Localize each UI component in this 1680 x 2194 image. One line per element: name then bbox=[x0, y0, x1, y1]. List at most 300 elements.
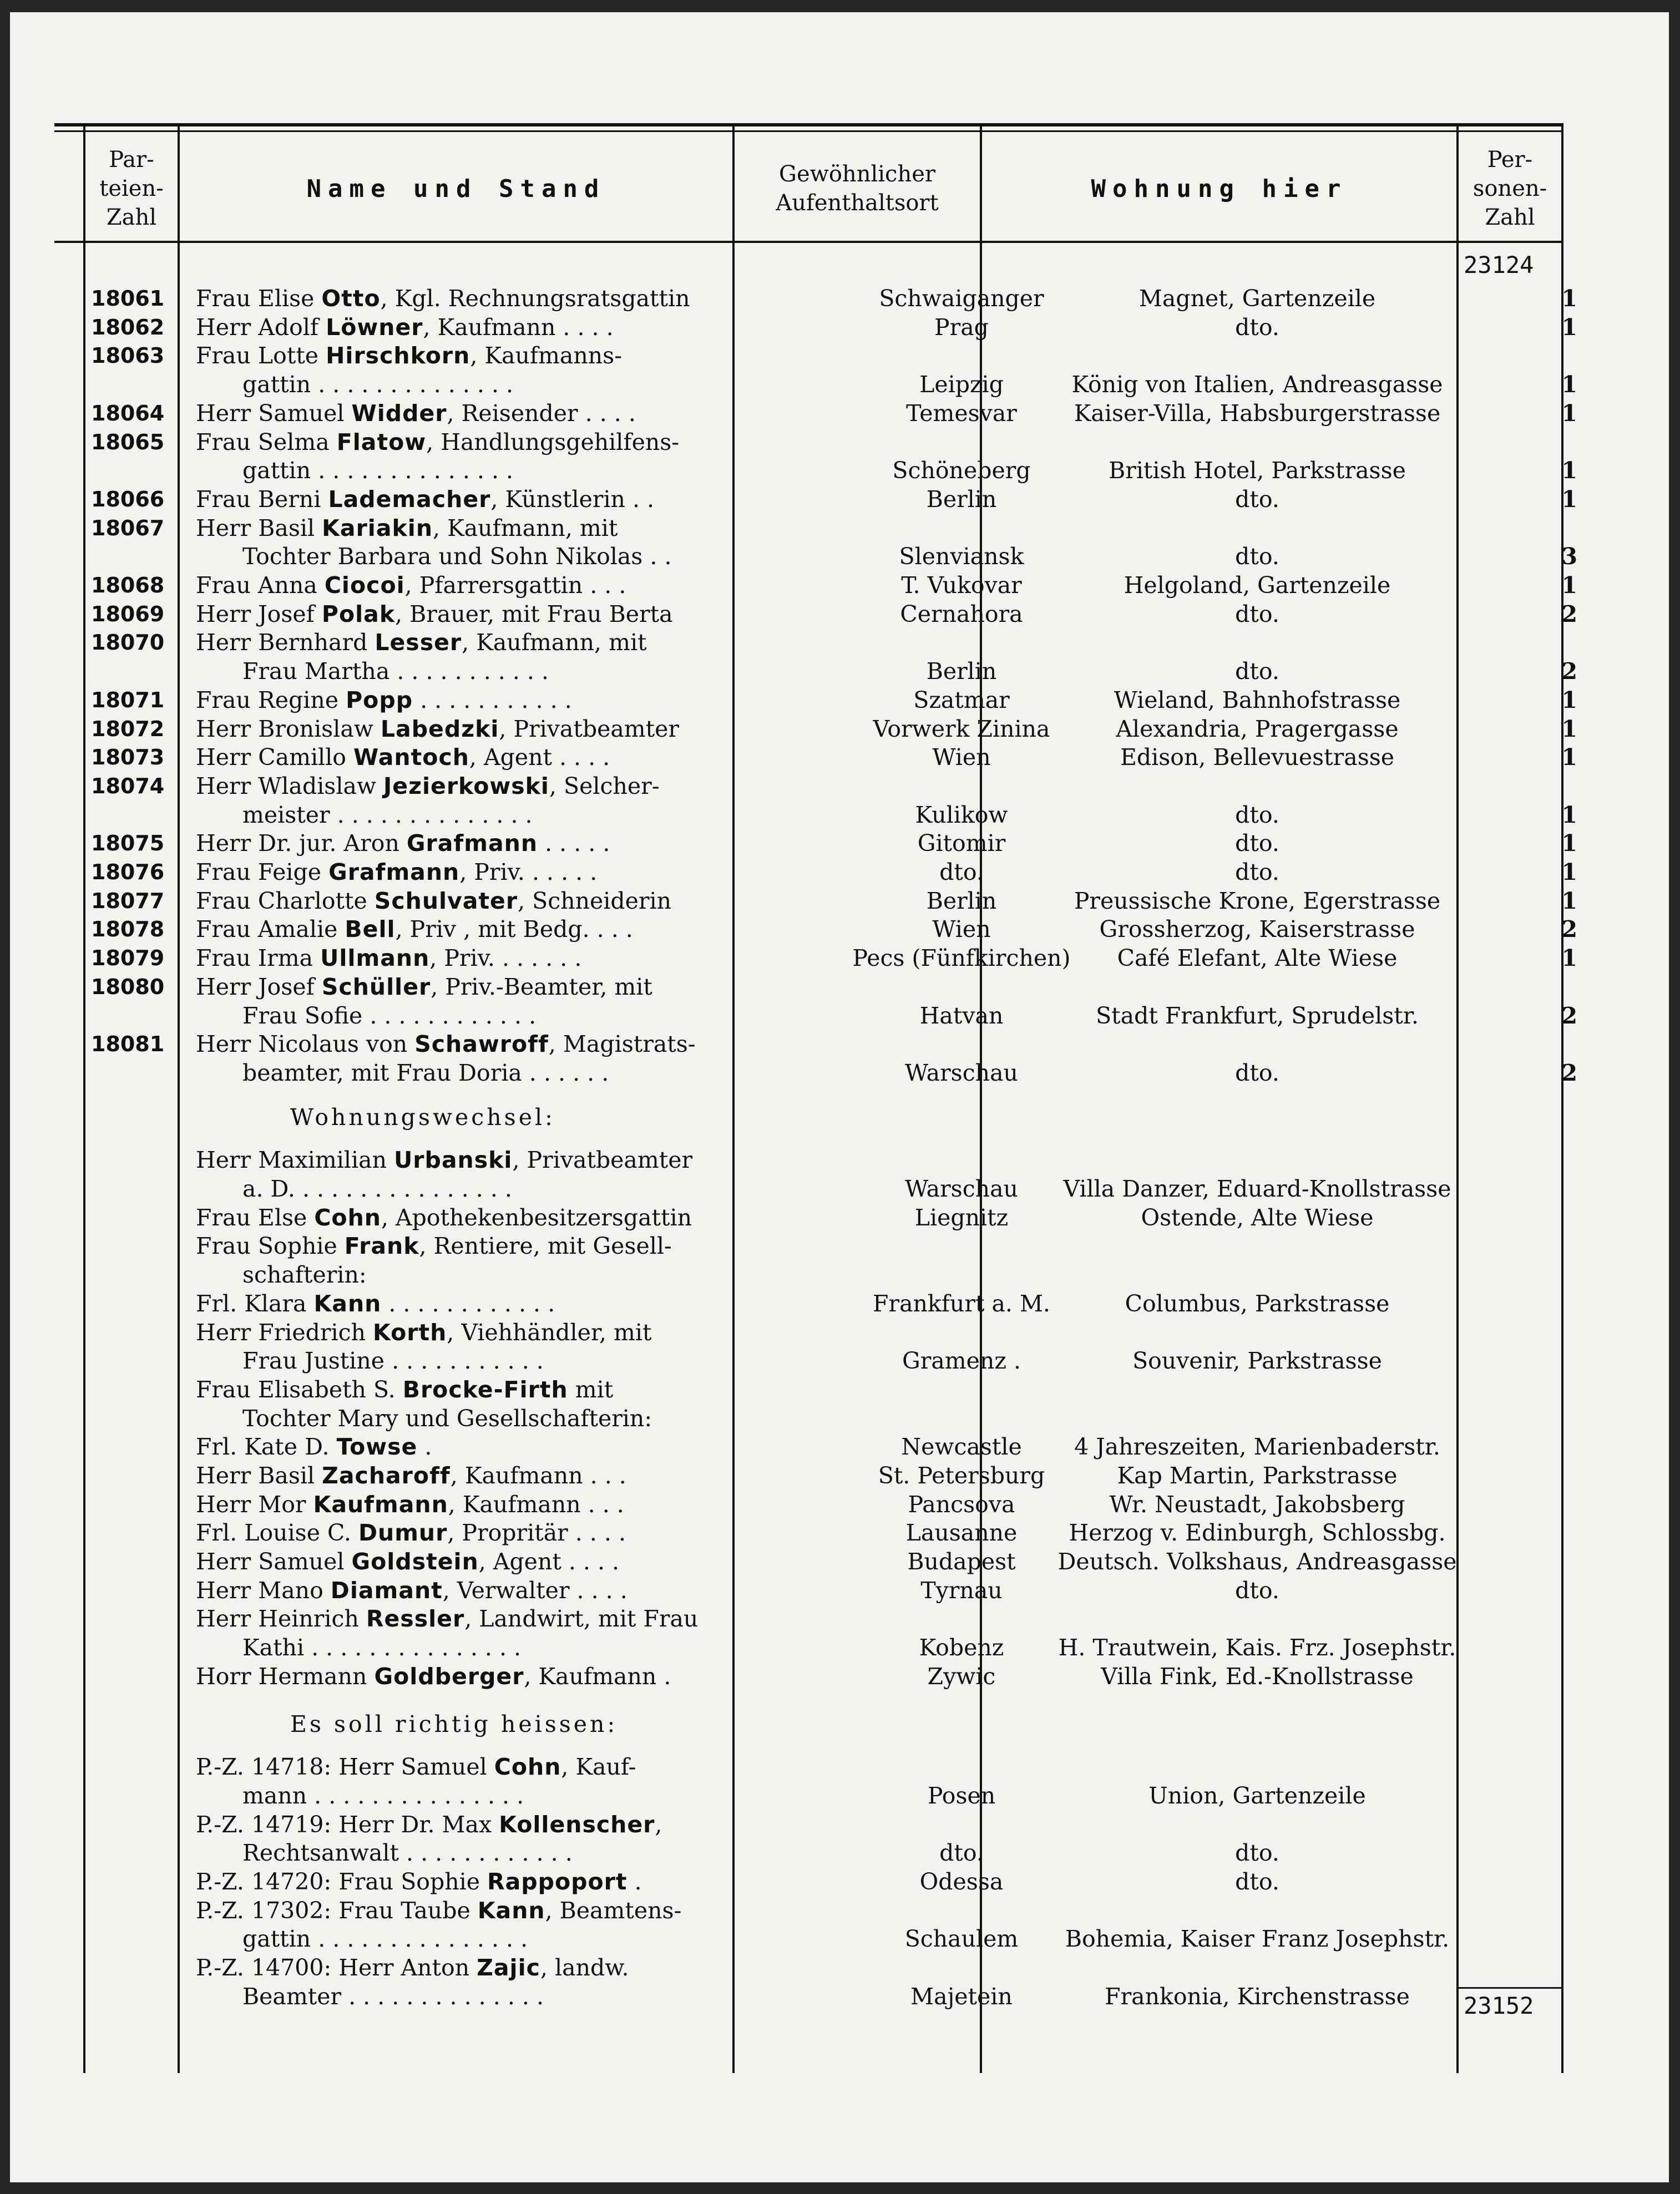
origin: Schöneberg bbox=[892, 457, 1031, 484]
residence: H. Trautwein, Kais. Frz. Josephstr. bbox=[1058, 1634, 1456, 1661]
name-entry bbox=[196, 628, 647, 657]
person-count: 1 bbox=[1561, 802, 1577, 828]
name-suffix: , Kgl. Rechnungsratsgattin bbox=[380, 285, 690, 312]
name-prefix: Frau Lotte bbox=[196, 342, 326, 369]
origin: Schaulem bbox=[904, 1926, 1019, 1952]
name-prefix: Frau Irma bbox=[196, 945, 321, 971]
party-number: 18079 bbox=[91, 946, 165, 970]
surname: Rappoport bbox=[487, 1868, 628, 1895]
surname: Urbanski bbox=[394, 1147, 513, 1173]
name-prefix: Tochter Barbara und Sohn Nikolas bbox=[242, 543, 643, 570]
name-prefix: Frl. Kate D. bbox=[196, 1433, 337, 1460]
party-number: 18064 bbox=[91, 401, 165, 425]
residence: Ostende, Alte Wiese bbox=[1141, 1204, 1374, 1231]
surname: Schulvater bbox=[374, 888, 518, 914]
person-count: 1 bbox=[1561, 716, 1577, 742]
name-prefix: P.-Z. 14718: Herr Samuel bbox=[196, 1754, 494, 1780]
name-entry bbox=[196, 1318, 652, 1347]
name-prefix: Rechtsanwalt bbox=[242, 1840, 399, 1866]
residence: Helgoland, Gartenzeile bbox=[1124, 572, 1391, 599]
name-entry bbox=[196, 743, 610, 772]
surname: Dumur bbox=[358, 1519, 448, 1546]
residence: 4 Jahreszeiten, Marienbaderstr. bbox=[1074, 1433, 1440, 1460]
name-suffix: , landw. bbox=[540, 1954, 629, 1981]
origin: Prag bbox=[934, 314, 989, 341]
name-suffix: , Agent . . . . bbox=[469, 744, 610, 771]
name-prefix: Herr Josef bbox=[196, 974, 322, 1000]
residence: dto. bbox=[1235, 314, 1279, 341]
name-entry bbox=[196, 1810, 662, 1839]
surname: Grafmann bbox=[406, 830, 538, 857]
origin: Leipzig bbox=[919, 371, 1004, 398]
header-residence: Wohnung hier bbox=[1091, 174, 1348, 203]
name-entry bbox=[196, 1232, 672, 1260]
person-count: 3 bbox=[1561, 543, 1577, 570]
residence: dto. bbox=[1235, 486, 1279, 513]
name-prefix: Frau Berni bbox=[196, 486, 328, 513]
column-divider bbox=[178, 123, 180, 2073]
name-suffix: . bbox=[627, 1868, 642, 1895]
surname: Diamant bbox=[330, 1577, 443, 1604]
surname: Goldberger bbox=[374, 1663, 524, 1690]
residence: dto. bbox=[1235, 802, 1279, 828]
name-suffix: , Beamtens- bbox=[545, 1897, 682, 1924]
name-prefix: Kathi bbox=[242, 1634, 305, 1661]
surname: Frank bbox=[344, 1233, 419, 1259]
person-count: 2 bbox=[1561, 1002, 1577, 1029]
surname: Kollenscher bbox=[499, 1811, 655, 1838]
residence: Souvenir, Parkstrasse bbox=[1132, 1347, 1382, 1374]
name-entry bbox=[196, 972, 652, 1001]
residence: Magnet, Gartenzeile bbox=[1138, 285, 1376, 312]
origin: Berlin bbox=[926, 486, 997, 513]
name-entry bbox=[196, 1001, 536, 1030]
surname: Ciocoi bbox=[324, 572, 405, 599]
name-entry bbox=[196, 944, 581, 972]
name-suffix: . . . . . . . . . . . . . . bbox=[311, 371, 514, 398]
header-origin: Gewöhnlicher Aufenthaltsort bbox=[776, 161, 939, 216]
name-prefix: Herr Bernhard bbox=[196, 629, 375, 656]
surname: Grafmann bbox=[328, 859, 460, 885]
origin: Posen bbox=[927, 1782, 996, 1809]
name-prefix: Herr Samuel bbox=[196, 1548, 352, 1575]
origin: Pecs (Fünfkirchen) bbox=[852, 945, 1071, 971]
name-prefix: Herr Adolf bbox=[196, 314, 326, 341]
name-prefix: Frau Selma bbox=[196, 429, 337, 455]
residence: Grossherzog, Kaiserstrasse bbox=[1099, 916, 1415, 943]
person-count: 1 bbox=[1561, 744, 1577, 771]
header-persons: Per- sonen- Zahl bbox=[1472, 147, 1547, 230]
name-prefix: Frau Martha bbox=[242, 658, 390, 685]
residence: Herzog v. Edinburgh, Schlossbg. bbox=[1069, 1519, 1446, 1546]
origin: Szatmar bbox=[913, 687, 1010, 713]
origin: Warschau bbox=[905, 1060, 1018, 1086]
name-entry bbox=[196, 1289, 555, 1318]
name-entry bbox=[196, 1518, 626, 1547]
origin: Frankfurt a. M. bbox=[873, 1290, 1050, 1317]
name-prefix: Herr Basil bbox=[196, 515, 322, 541]
origin: Schwaiganger bbox=[879, 285, 1044, 312]
person-count: 1 bbox=[1561, 945, 1577, 971]
origin: dto. bbox=[939, 1840, 984, 1866]
party-number: 18063 bbox=[91, 343, 165, 368]
name-suffix: , Kaufmanns- bbox=[470, 342, 623, 369]
surname: Schüller bbox=[321, 974, 431, 1000]
surname: Zajic bbox=[477, 1954, 540, 1981]
name-suffix: mit bbox=[568, 1376, 614, 1403]
name-suffix: . . . . . bbox=[538, 830, 610, 857]
surname: Löwner bbox=[326, 314, 423, 341]
name-entry bbox=[196, 1867, 642, 1896]
name-entry bbox=[196, 1260, 367, 1289]
name-entry bbox=[196, 600, 673, 629]
name-entry bbox=[196, 686, 572, 715]
party-number: 18065 bbox=[91, 430, 165, 454]
name-entry bbox=[196, 428, 679, 457]
residence: Café Elefant, Alte Wiese bbox=[1117, 945, 1398, 971]
party-number: 18081 bbox=[91, 1032, 165, 1056]
name-prefix: schafterin: bbox=[242, 1261, 367, 1288]
name-prefix: Frau Elisabeth S. bbox=[196, 1376, 403, 1403]
residence: Stadt Frankfurt, Sprudelstr. bbox=[1096, 1002, 1419, 1029]
name-prefix: meister bbox=[242, 802, 330, 828]
origin: Kulikow bbox=[915, 802, 1008, 828]
person-count: 1 bbox=[1561, 687, 1577, 713]
name-prefix: gattin bbox=[242, 457, 311, 484]
name-prefix: Herr Wladislaw bbox=[196, 773, 384, 799]
name-entry bbox=[196, 284, 690, 313]
origin: Cernahora bbox=[900, 601, 1023, 627]
name-prefix: Frau Else bbox=[196, 1204, 315, 1231]
name-entry bbox=[196, 715, 679, 743]
surname: Korth bbox=[373, 1319, 447, 1346]
person-count: 1 bbox=[1561, 572, 1577, 599]
residence: Kap Martin, Parkstrasse bbox=[1117, 1462, 1398, 1489]
name-suffix: , bbox=[655, 1811, 662, 1838]
surname: Widder bbox=[351, 400, 447, 427]
residence: Villa Fink, Ed.-Knollstrasse bbox=[1101, 1663, 1414, 1690]
name-prefix: Herr Mor bbox=[196, 1491, 313, 1518]
surname: Labedzki bbox=[380, 716, 499, 742]
name-prefix: gattin bbox=[242, 371, 311, 398]
residence: Wr. Neustadt, Jakobsberg bbox=[1109, 1491, 1405, 1518]
name-suffix: . . . . . . . . . . . . . . . bbox=[295, 1175, 512, 1202]
name-entry bbox=[196, 1576, 628, 1605]
name-suffix: . . . . . . . . . . . . . . . bbox=[307, 1782, 524, 1809]
person-count: 1 bbox=[1561, 888, 1577, 914]
residence: British Hotel, Parkstrasse bbox=[1109, 457, 1406, 484]
name-prefix: Herr Friedrich bbox=[196, 1319, 373, 1346]
surname: Wantoch bbox=[353, 744, 469, 771]
name-suffix: , Magistrats- bbox=[548, 1031, 696, 1057]
name-prefix: Frl. Louise C. bbox=[196, 1519, 358, 1546]
name-prefix: Beamter bbox=[242, 1983, 342, 2010]
name-suffix: , Apothekenbesitzersgattin bbox=[381, 1204, 692, 1231]
person-count: 2 bbox=[1561, 1060, 1577, 1086]
person-count: 1 bbox=[1561, 830, 1577, 857]
name-entry bbox=[196, 514, 618, 543]
origin: Hatvan bbox=[919, 1002, 1004, 1029]
residence: dto. bbox=[1235, 1868, 1279, 1895]
name-entry bbox=[196, 571, 626, 600]
name-prefix: Frau Regine bbox=[196, 687, 346, 713]
name-entry bbox=[196, 1030, 696, 1058]
name-suffix: . . . . . . . . . . . . . . . bbox=[311, 1926, 528, 1952]
name-suffix: . . . . . . . . . . . bbox=[389, 658, 549, 685]
origin: Kobenz bbox=[919, 1634, 1004, 1661]
name-entry bbox=[196, 1375, 613, 1404]
name-suffix: . . . . . . . . . . . . . . bbox=[341, 1983, 544, 2010]
name-prefix: Frau Charlotte bbox=[196, 888, 375, 914]
header-name: Name und Stand bbox=[306, 174, 606, 203]
name-prefix: Herr Nicolaus von bbox=[196, 1031, 415, 1057]
section-heading: Wohnungswechsel: bbox=[290, 1104, 555, 1131]
name-suffix: . . . . . . . . . . . . bbox=[399, 1840, 573, 1866]
name-suffix: , Brauer, mit Frau Berta bbox=[395, 601, 673, 627]
party-number: 18072 bbox=[91, 717, 165, 741]
name-entry bbox=[196, 1982, 544, 2011]
name-prefix: Horr Hermann bbox=[196, 1663, 375, 1690]
name-prefix: Herr Samuel bbox=[196, 400, 352, 427]
residence: Edison, Bellevuestrasse bbox=[1120, 744, 1395, 771]
name-prefix: Frau Amalie bbox=[196, 916, 345, 943]
name-suffix: , Kaufmann, mit bbox=[433, 515, 618, 541]
name-suffix: , Künstlerin . . bbox=[490, 486, 655, 513]
party-number: 18062 bbox=[91, 315, 165, 340]
party-number: 18078 bbox=[91, 917, 165, 941]
name-suffix: , Rentiere, mit Gesell- bbox=[419, 1233, 672, 1259]
party-number: 18073 bbox=[91, 745, 165, 769]
name-prefix: Frau Sophie bbox=[196, 1233, 345, 1259]
origin: Newcastle bbox=[901, 1433, 1022, 1460]
residence: Columbus, Parkstrasse bbox=[1125, 1290, 1390, 1317]
surname: Bell bbox=[345, 916, 396, 943]
residence: dto. bbox=[1235, 830, 1279, 857]
surname: Goldstein bbox=[351, 1548, 479, 1575]
origin: Odessa bbox=[919, 1868, 1004, 1895]
surname: Lesser bbox=[375, 629, 462, 656]
name-suffix: . . . . . . . . . . . . . . bbox=[330, 802, 533, 828]
surname: Zacharoff bbox=[322, 1462, 451, 1489]
name-entry bbox=[196, 1781, 524, 1810]
guest-register-table bbox=[54, 123, 1577, 2073]
origin: Wien bbox=[932, 916, 991, 943]
residence: Union, Gartenzeile bbox=[1148, 1782, 1366, 1809]
top-rule-thin bbox=[54, 130, 1563, 132]
name-prefix: Tochter Mary und Gesellschafterin: bbox=[242, 1405, 652, 1432]
name-prefix: P.-Z. 14720: Frau Sophie bbox=[196, 1868, 488, 1895]
name-entry bbox=[196, 370, 513, 399]
surname: Jezierkowski bbox=[383, 773, 549, 799]
surname: Otto bbox=[321, 285, 381, 312]
person-count: 1 bbox=[1561, 314, 1577, 341]
section-heading: Es soll richtig heissen: bbox=[290, 1711, 618, 1737]
name-prefix: beamter, mit Frau Doria bbox=[242, 1060, 522, 1086]
name-suffix: , Selcher- bbox=[549, 773, 660, 799]
name-entry bbox=[196, 1604, 698, 1633]
residence: dto. bbox=[1235, 601, 1279, 627]
residence: König von Italien, Andreasgasse bbox=[1071, 371, 1443, 398]
final-total: 23152 bbox=[1464, 1992, 1534, 2019]
origin: Warschau bbox=[905, 1175, 1018, 1202]
name-entry bbox=[196, 1146, 692, 1174]
name-prefix: mann bbox=[242, 1782, 307, 1809]
name-suffix: , Landwirt, mit Frau bbox=[464, 1605, 699, 1632]
name-entry bbox=[196, 313, 614, 342]
origin: Budapest bbox=[907, 1548, 1016, 1575]
name-suffix: , Kauf- bbox=[561, 1754, 636, 1780]
surname: Lademacher bbox=[328, 486, 491, 513]
person-count: 2 bbox=[1561, 658, 1577, 685]
surname: Flatow bbox=[336, 429, 427, 455]
name-suffix: , Verwalter . . . . bbox=[442, 1577, 628, 1604]
name-suffix: , Viehhändler, mit bbox=[447, 1319, 652, 1346]
origin: Berlin bbox=[926, 888, 997, 914]
origin: Temesvar bbox=[906, 400, 1017, 427]
name-suffix: . . . . . . . . . . . . . . . bbox=[304, 1634, 522, 1661]
origin: Pancsova bbox=[908, 1491, 1015, 1518]
residence: Villa Danzer, Eduard-Knollstrasse bbox=[1063, 1175, 1451, 1202]
name-prefix: gattin bbox=[242, 1926, 311, 1952]
name-prefix: Frau Feige bbox=[196, 859, 329, 885]
person-count: 1 bbox=[1561, 859, 1577, 885]
name-suffix: . . . . . . . . . . . bbox=[384, 1347, 544, 1374]
name-suffix: , Priv. . . . . . . bbox=[429, 945, 582, 971]
name-prefix: Herr Josef bbox=[196, 601, 322, 627]
surname: Cohn bbox=[314, 1204, 381, 1231]
name-entry bbox=[196, 1461, 626, 1490]
name-prefix: Frau Justine bbox=[242, 1347, 385, 1374]
name-suffix: . . . . . . . . . . . . bbox=[362, 1002, 537, 1029]
name-prefix: P.-Z. 14700: Herr Anton bbox=[196, 1954, 477, 1981]
name-prefix: Herr Basil bbox=[196, 1462, 322, 1489]
origin: Gitomir bbox=[917, 830, 1006, 857]
name-suffix: . . . . . . bbox=[522, 1060, 609, 1086]
name-prefix: Frau Elise bbox=[196, 285, 322, 312]
origin: dto. bbox=[939, 859, 984, 885]
surname: Brocke-Firth bbox=[402, 1376, 568, 1403]
party-number: 18066 bbox=[91, 487, 165, 511]
origin: Zywic bbox=[927, 1663, 996, 1690]
origin: Lausanne bbox=[905, 1519, 1018, 1546]
name-entry bbox=[196, 1432, 432, 1461]
name-entry bbox=[196, 1633, 521, 1662]
name-prefix: Herr Mano bbox=[196, 1577, 331, 1604]
name-entry bbox=[196, 1490, 624, 1519]
name-suffix: , Kaufmann, mit bbox=[462, 629, 647, 656]
surname: Kann bbox=[477, 1897, 545, 1924]
name-entry bbox=[196, 858, 597, 886]
name-entry bbox=[196, 1346, 544, 1375]
name-suffix: , Kaufmann . . . bbox=[448, 1491, 624, 1518]
party-number: 18071 bbox=[91, 688, 165, 712]
name-suffix: . . . . . . . . . . . bbox=[413, 687, 572, 713]
residence: Kaiser-Villa, Habsburgerstrasse bbox=[1074, 400, 1441, 427]
party-number: 18067 bbox=[91, 516, 165, 540]
origin: Slenviansk bbox=[899, 543, 1024, 570]
name-entry bbox=[196, 772, 660, 800]
name-suffix: , Schneiderin bbox=[518, 888, 672, 914]
name-prefix: Frl. Klara bbox=[196, 1290, 314, 1317]
person-count: 1 bbox=[1561, 486, 1577, 513]
name-suffix: . . . . . . . . . . . . bbox=[381, 1290, 555, 1317]
residence: dto. bbox=[1235, 1840, 1279, 1866]
name-entry bbox=[196, 1896, 681, 1925]
name-entry bbox=[196, 542, 671, 571]
residence: dto. bbox=[1235, 1060, 1279, 1086]
party-number: 18068 bbox=[91, 573, 165, 597]
person-count: 2 bbox=[1561, 916, 1577, 943]
name-suffix: , Priv. . . . . . bbox=[459, 859, 598, 885]
register-page bbox=[10, 12, 1669, 2182]
party-number: 18080 bbox=[91, 975, 165, 999]
origin: Gramenz . bbox=[902, 1347, 1021, 1374]
surname: Kann bbox=[313, 1290, 382, 1317]
name-suffix: , Handlungsgehilfens- bbox=[426, 429, 680, 455]
party-number: 18070 bbox=[91, 630, 165, 655]
name-prefix: Herr Bronislaw bbox=[196, 716, 381, 742]
name-prefix: Herr Dr. jur. Aron bbox=[196, 830, 407, 857]
name-prefix: Herr Camillo bbox=[196, 744, 353, 771]
name-suffix: . . bbox=[642, 543, 672, 570]
name-suffix: , Propritär . . . . bbox=[447, 1519, 626, 1546]
surname: Kaufmann bbox=[313, 1491, 448, 1518]
name-entry bbox=[196, 1174, 512, 1203]
origin: Berlin bbox=[926, 658, 997, 685]
name-prefix: Frau Sofie bbox=[242, 1002, 363, 1029]
header-party-number: Par- teien- Zahl bbox=[99, 147, 164, 230]
name-entry bbox=[196, 341, 622, 370]
origin: Majetein bbox=[910, 1983, 1013, 2010]
name-suffix: . . . . . . . . . . . . . . bbox=[311, 457, 514, 484]
name-entry bbox=[196, 1547, 619, 1576]
surname: Ullmann bbox=[320, 945, 430, 971]
column-divider bbox=[83, 123, 85, 2073]
name-suffix: , Privatbeamter bbox=[512, 1147, 693, 1173]
name-entry bbox=[196, 829, 610, 858]
name-prefix: P.-Z. 17302: Frau Taube bbox=[196, 1897, 478, 1924]
name-suffix: . bbox=[417, 1433, 432, 1460]
name-entry bbox=[196, 886, 671, 915]
residence: Wieland, Bahnhofstrasse bbox=[1114, 687, 1401, 713]
top-double-rule bbox=[54, 123, 1563, 126]
residence: Bohemia, Kaiser Franz Josephstr. bbox=[1065, 1926, 1450, 1952]
name-prefix: P.-Z. 14719: Herr Dr. Max bbox=[196, 1811, 499, 1838]
name-prefix: Frau Anna bbox=[196, 572, 325, 599]
name-entry bbox=[196, 1924, 528, 1953]
surname: Kariakin bbox=[322, 515, 433, 541]
party-number: 18061 bbox=[91, 286, 165, 311]
residence: Frankonia, Kirchenstrasse bbox=[1105, 1983, 1410, 2010]
surname: Popp bbox=[346, 687, 413, 713]
residence: dto. bbox=[1235, 658, 1279, 685]
name-suffix: , Priv , mit Bedg. . . . bbox=[395, 916, 633, 943]
person-count: 1 bbox=[1561, 285, 1577, 312]
name-entry bbox=[196, 1058, 609, 1087]
surname: Ressler bbox=[366, 1605, 465, 1632]
origin: T. Vukovar bbox=[901, 572, 1022, 599]
name-suffix: , Kaufmann . . . . bbox=[423, 314, 614, 341]
name-entry bbox=[196, 456, 513, 485]
name-entry bbox=[196, 1662, 671, 1691]
person-count: 1 bbox=[1561, 371, 1577, 398]
surname: Towse bbox=[336, 1433, 418, 1460]
carried-total: 23124 bbox=[1464, 251, 1534, 278]
name-entry bbox=[196, 1404, 652, 1433]
name-suffix: , Agent . . . . bbox=[478, 1548, 620, 1575]
name-entry bbox=[196, 1953, 629, 1982]
surname: Schawroff bbox=[414, 1031, 549, 1057]
